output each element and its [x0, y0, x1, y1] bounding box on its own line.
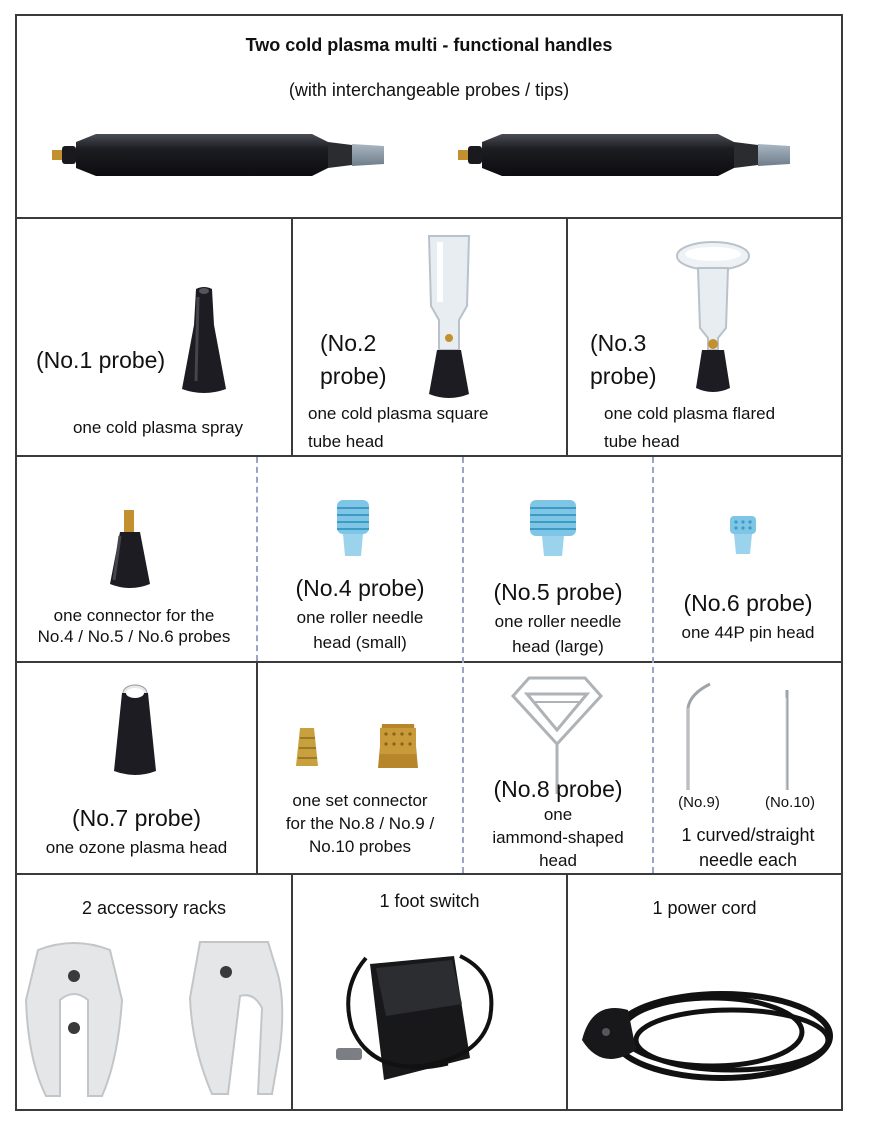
outer-border-top — [15, 14, 843, 16]
row-divider-1 — [15, 217, 843, 219]
probe-1-image — [178, 285, 230, 397]
outer-border-bottom — [15, 1109, 843, 1111]
accessory-rack-left — [22, 940, 126, 1100]
handle-image-right — [458, 128, 794, 182]
probe-2-caption: one cold plasma square tube head — [308, 404, 489, 452]
needle-9-image — [680, 682, 714, 792]
probe-7-caption: one ozone plasma head — [45, 838, 228, 857]
needle-10-label: (No.10) — [764, 794, 816, 811]
page-subtitle: (with interchangeable probes / tips) — [288, 80, 570, 100]
probe-6-label: (No.6 probe) — [683, 590, 813, 616]
probe-1-caption: one cold plasma spray — [72, 418, 244, 437]
probe-1-label: (No.1 probe) — [36, 347, 166, 373]
probe-3-image — [674, 238, 752, 394]
racks-caption: 2 accessory racks — [81, 898, 227, 918]
probe-7-label: (No.7 probe) — [71, 805, 202, 831]
probe-7-image — [110, 683, 160, 779]
probe-3-caption: one cold plasma flared tube head — [604, 404, 776, 452]
accessory-rack-right — [184, 938, 288, 1098]
probe-5-image — [526, 498, 580, 560]
outer-border-left — [15, 14, 17, 1111]
probe-4-label: (No.4 probe) — [295, 575, 425, 601]
probe-6-caption: one 44P pin head — [681, 623, 815, 642]
set-connector-caption: one set connector for the No.8 / No.9 / No.10 probes — [285, 791, 435, 856]
probe-5-label: (No.5 probe) — [493, 579, 623, 605]
page-title: Two cold plasma multi - functional handles — [245, 35, 613, 55]
connector-image — [106, 510, 154, 590]
foot-switch-image — [330, 938, 500, 1088]
power-cord-image — [572, 980, 836, 1090]
probe-5-caption: one roller needle head (large) — [494, 612, 622, 656]
connector-caption: one connector for the No.4 / No.5 / No.6 probes — [37, 606, 231, 646]
row-divider-3 — [15, 661, 843, 663]
power-cord-caption: 1 power cord — [652, 898, 757, 918]
foot-switch-caption: 1 foot switch — [379, 891, 480, 911]
probe-4-caption: one roller needle head (small) — [296, 608, 424, 652]
probe-6-image — [728, 514, 758, 556]
probe-8-caption: one iammond-shaped head — [492, 805, 624, 870]
handle-image-left — [52, 128, 388, 182]
probe-2-image — [423, 232, 475, 400]
needles-caption: 1 curved/straight needle each — [681, 825, 815, 871]
probe-3-label: (No.3 probe) — [590, 330, 657, 390]
col-divider-r1b — [566, 217, 568, 457]
dashed-divider-r2c — [652, 457, 654, 873]
col-divider-r1a — [291, 217, 293, 457]
probe-2-label: (No.2 probe) — [320, 330, 387, 390]
needle-10-image — [780, 690, 794, 792]
needle-9-label: (No.9) — [678, 794, 720, 811]
set-connector-image — [296, 720, 420, 772]
outer-border-right — [841, 14, 843, 1111]
probe-4-image — [331, 498, 375, 560]
probe-8-label: (No.8 probe) — [493, 776, 623, 802]
